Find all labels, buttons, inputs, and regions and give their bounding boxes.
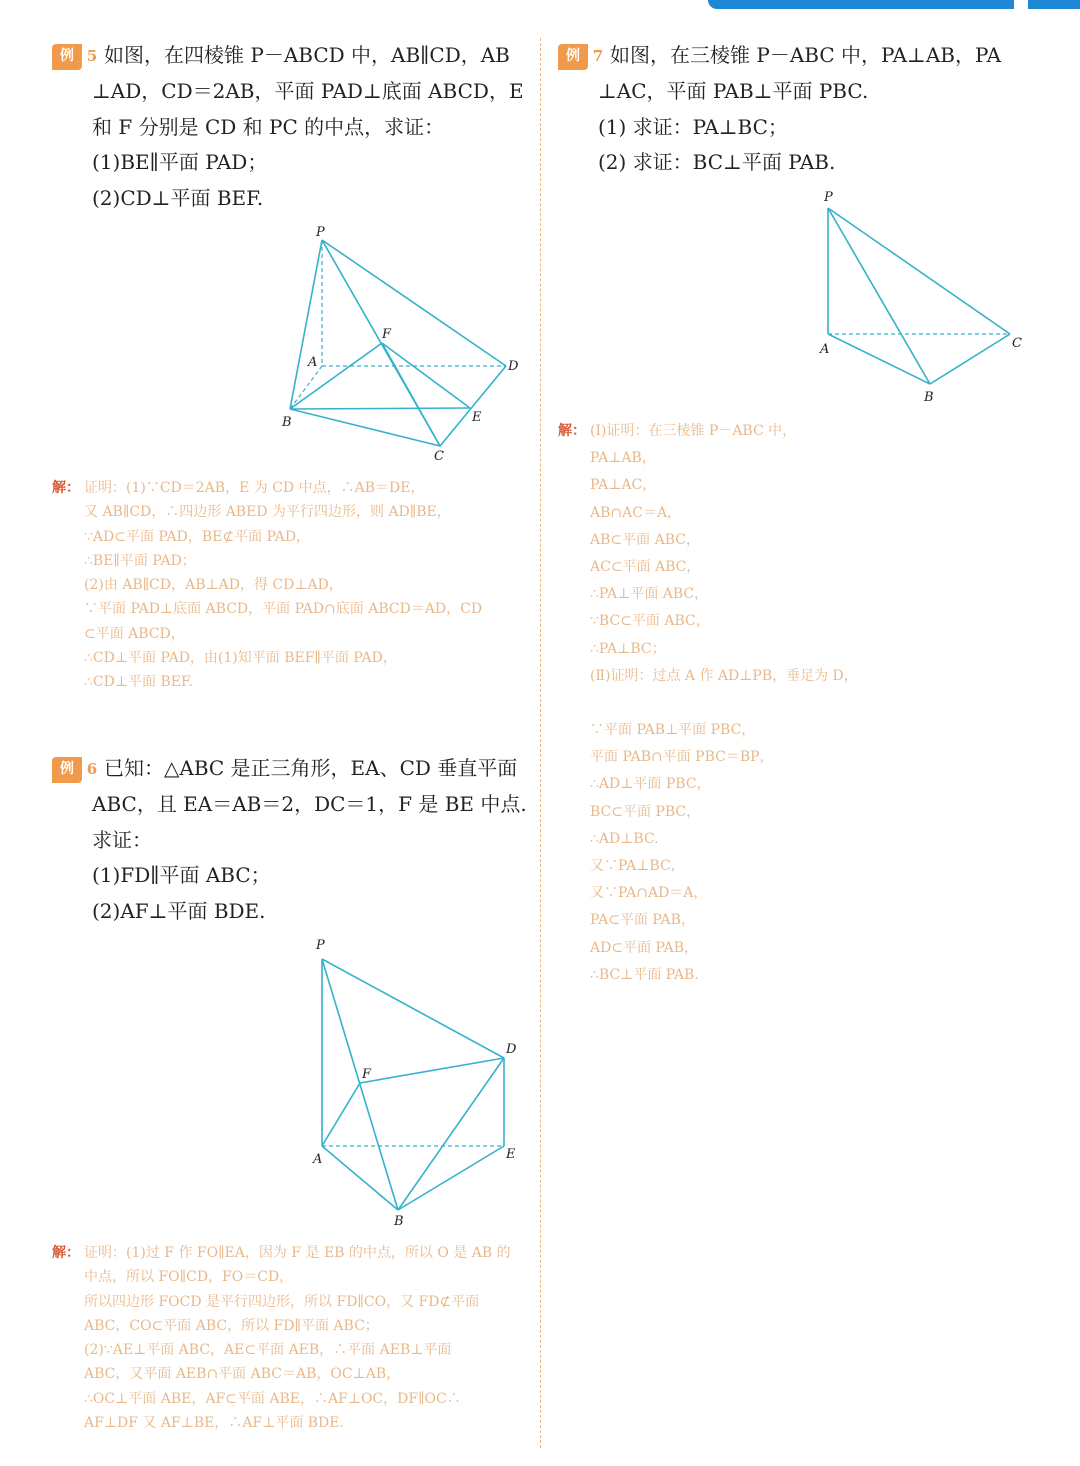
solution-line: PA⊥AC， <box>590 477 657 494</box>
solution-line: AC⊂平面 ABC， <box>590 558 701 575</box>
figure-7-triangular-pyramid <box>810 186 1035 406</box>
problem-line: 求证： <box>92 827 152 852</box>
solution-line: ∵平面 PAD⊥底面 ABCD，平面 PAD∩底面 ABCD＝AD，CD <box>84 601 483 618</box>
solution-line: PA⊂平面 PAB， <box>590 912 695 929</box>
vertex-label-d: D <box>506 1042 517 1057</box>
solution-line: 又∵PA∩AD＝A， <box>590 885 708 902</box>
solution-7 <box>558 418 858 989</box>
top-bar-accent <box>708 0 1014 9</box>
problem-7 <box>558 38 1001 181</box>
vertex-label-p: P <box>824 190 833 205</box>
vertex-label-c: C <box>434 449 444 464</box>
figure-7-edges <box>828 208 1010 384</box>
vertex-label-b: B <box>924 390 934 405</box>
solution-line: ∵AD⊂平面 PAD，BE⊄平面 PAD， <box>84 528 311 545</box>
solution-line: ∴CD⊥平面 BEF. <box>84 674 193 691</box>
solution-line: (2)∵AE⊥平面 ABC，AE⊂平面 AEB，∴平面 AEB⊥平面 <box>84 1342 452 1359</box>
solution-lead: 解： <box>558 423 586 439</box>
vertex-label-p: P <box>316 938 325 953</box>
solution-line: (Ⅰ)证明：在三棱锥 P－ABC 中， <box>590 423 797 439</box>
solution-lead: 解： <box>52 1245 80 1261</box>
vertex-label-e: E <box>472 410 482 425</box>
figure-6-solid <box>300 935 540 1230</box>
problem-number: 6 <box>86 759 98 778</box>
solution-line: ∴AD⊥平面 PBC， <box>590 776 711 793</box>
solution-line: (Ⅱ)证明：过点 A 作 AD⊥PB，垂足为 D， <box>590 667 858 684</box>
figure-5-pyramid <box>270 220 530 465</box>
solution-line: ABC，又平面 AEB∩平面 ABC＝AB，OC⊥AB， <box>84 1366 401 1383</box>
figure-6-edges <box>322 959 504 1210</box>
solution-line: (2)由 AB∥CD，AB⊥AD，得 CD⊥AD， <box>84 577 343 594</box>
problem-line: (1)BE∥平面 PAD； <box>92 150 268 175</box>
solution-line: 平面 PAB∩平面 PBC＝BP， <box>590 749 774 766</box>
solution-6 <box>52 1241 511 1435</box>
problem-line: (2)AF⊥平面 BDE. <box>92 898 266 923</box>
problem-6 <box>52 751 527 929</box>
problem-text: 已知：△ABC 是正三角形，EA、CD 垂直平面 <box>104 756 518 780</box>
solution-line: ∵平面 PAB⊥平面 PBC， <box>590 722 756 739</box>
solution-line: BC⊂平面 PBC， <box>590 803 701 820</box>
vertex-label-f: F <box>382 327 392 342</box>
vertex-label-f: F <box>362 1067 372 1082</box>
solution-line <box>558 690 858 717</box>
solution-line: ∴OC⊥平面 ABE，AF⊂平面 ABE，∴AF⊥OC，DF∥OC∴ <box>84 1390 461 1407</box>
solution-line: AB∩AC＝A， <box>590 504 682 521</box>
solution-line: ∴PA⊥BC； <box>590 640 666 657</box>
solution-line: ∴BC⊥平面 PAB. <box>590 966 699 983</box>
solution-line: PA⊥AB， <box>590 450 656 467</box>
solution-line: 证明：(1)∵CD＝2AB，E 为 CD 中点，∴AB＝DE， <box>84 480 425 496</box>
problem-text: 如图，在三棱锥 P－ABC 中，PA⊥AB，PA <box>610 43 1002 67</box>
top-bar-accent-right <box>1028 0 1080 9</box>
example-tag: 例 <box>52 757 82 783</box>
solution-line: 证明：(1)过 F 作 FO∥EA，因为 F 是 EB 的中点，所以 O 是 AB 的 <box>84 1245 511 1261</box>
solution-line: ∵BC⊂平面 ABC， <box>590 613 710 630</box>
solution-line: 所以四边形 FOCD 是平行四边形，所以 FD∥CO，又 FD⊄平面 <box>84 1293 480 1310</box>
solution-line: 又∵PA⊥BC， <box>590 858 685 874</box>
problem-5 <box>52 38 524 216</box>
solution-line: 中点，所以 FO∥CD，FO＝CD， <box>84 1269 294 1286</box>
problem-line: (1)FD∥平面 ABC； <box>92 863 271 888</box>
solution-lead: 解： <box>52 480 80 496</box>
solution-line: ∴PA⊥平面 ABC， <box>590 586 709 603</box>
vertex-label-b: B <box>394 1214 404 1229</box>
problem-line: ⊥AC，平面 PAB⊥平面 PBC. <box>598 79 869 104</box>
solution-5 <box>52 476 482 695</box>
solution-line: 又 AB∥CD，∴四边形 ABED 为平行四边形，则 AD∥BE， <box>84 504 451 521</box>
problem-line: (2)CD⊥平面 BEF. <box>92 185 264 210</box>
column-divider <box>540 38 541 1448</box>
solution-line: ∴AD⊥BC. <box>590 830 659 847</box>
problem-text: 如图，在四棱锥 P－ABCD 中，AB∥CD，AB <box>104 43 510 67</box>
problem-line: (1) 求证：PA⊥BC； <box>598 114 788 139</box>
example-tag: 例 <box>558 44 588 70</box>
vertex-label-c: C <box>1012 336 1022 351</box>
vertex-label-a: A <box>313 1152 323 1167</box>
vertex-label-a: A <box>820 342 830 357</box>
vertex-label-a: A <box>308 355 318 370</box>
solution-line: ∴BE∥平面 PAD； <box>84 552 196 569</box>
solution-line: ABC，CO⊂平面 ABC，所以 FD∥平面 ABC； <box>84 1317 379 1334</box>
problem-line: (2) 求证：BC⊥平面 PAB. <box>598 150 836 175</box>
vertex-label-b: B <box>282 415 292 430</box>
figure-5-hidden-edges <box>290 240 506 409</box>
vertex-label-e: E <box>506 1147 516 1162</box>
problem-number: 7 <box>592 46 604 65</box>
solution-line: AF⊥DF 又 AF⊥BE，∴AF⊥平面 BDE. <box>84 1415 344 1432</box>
problem-line: 和 F 分别是 CD 和 PC 的中点，求证： <box>92 114 445 139</box>
problem-number: 5 <box>86 46 98 65</box>
problem-line: ABC，且 EA＝AB＝2，DC＝1，F 是 BE 中点. <box>92 792 527 817</box>
solution-line: AD⊂平面 PAB， <box>590 939 699 956</box>
vertex-label-p: P <box>316 225 325 240</box>
solution-line: ⊂平面 ABCD， <box>84 625 185 642</box>
example-tag: 例 <box>52 44 82 70</box>
problem-line: ⊥AD，CD＝2AB，平面 PAD⊥底面 ABCD，E <box>92 79 524 104</box>
vertex-label-d: D <box>508 359 519 374</box>
solution-line: ∴CD⊥平面 PAD，由(1)知平面 BEF∥平面 PAD， <box>84 650 397 667</box>
solution-line: AB⊂平面 ABC， <box>590 531 700 548</box>
